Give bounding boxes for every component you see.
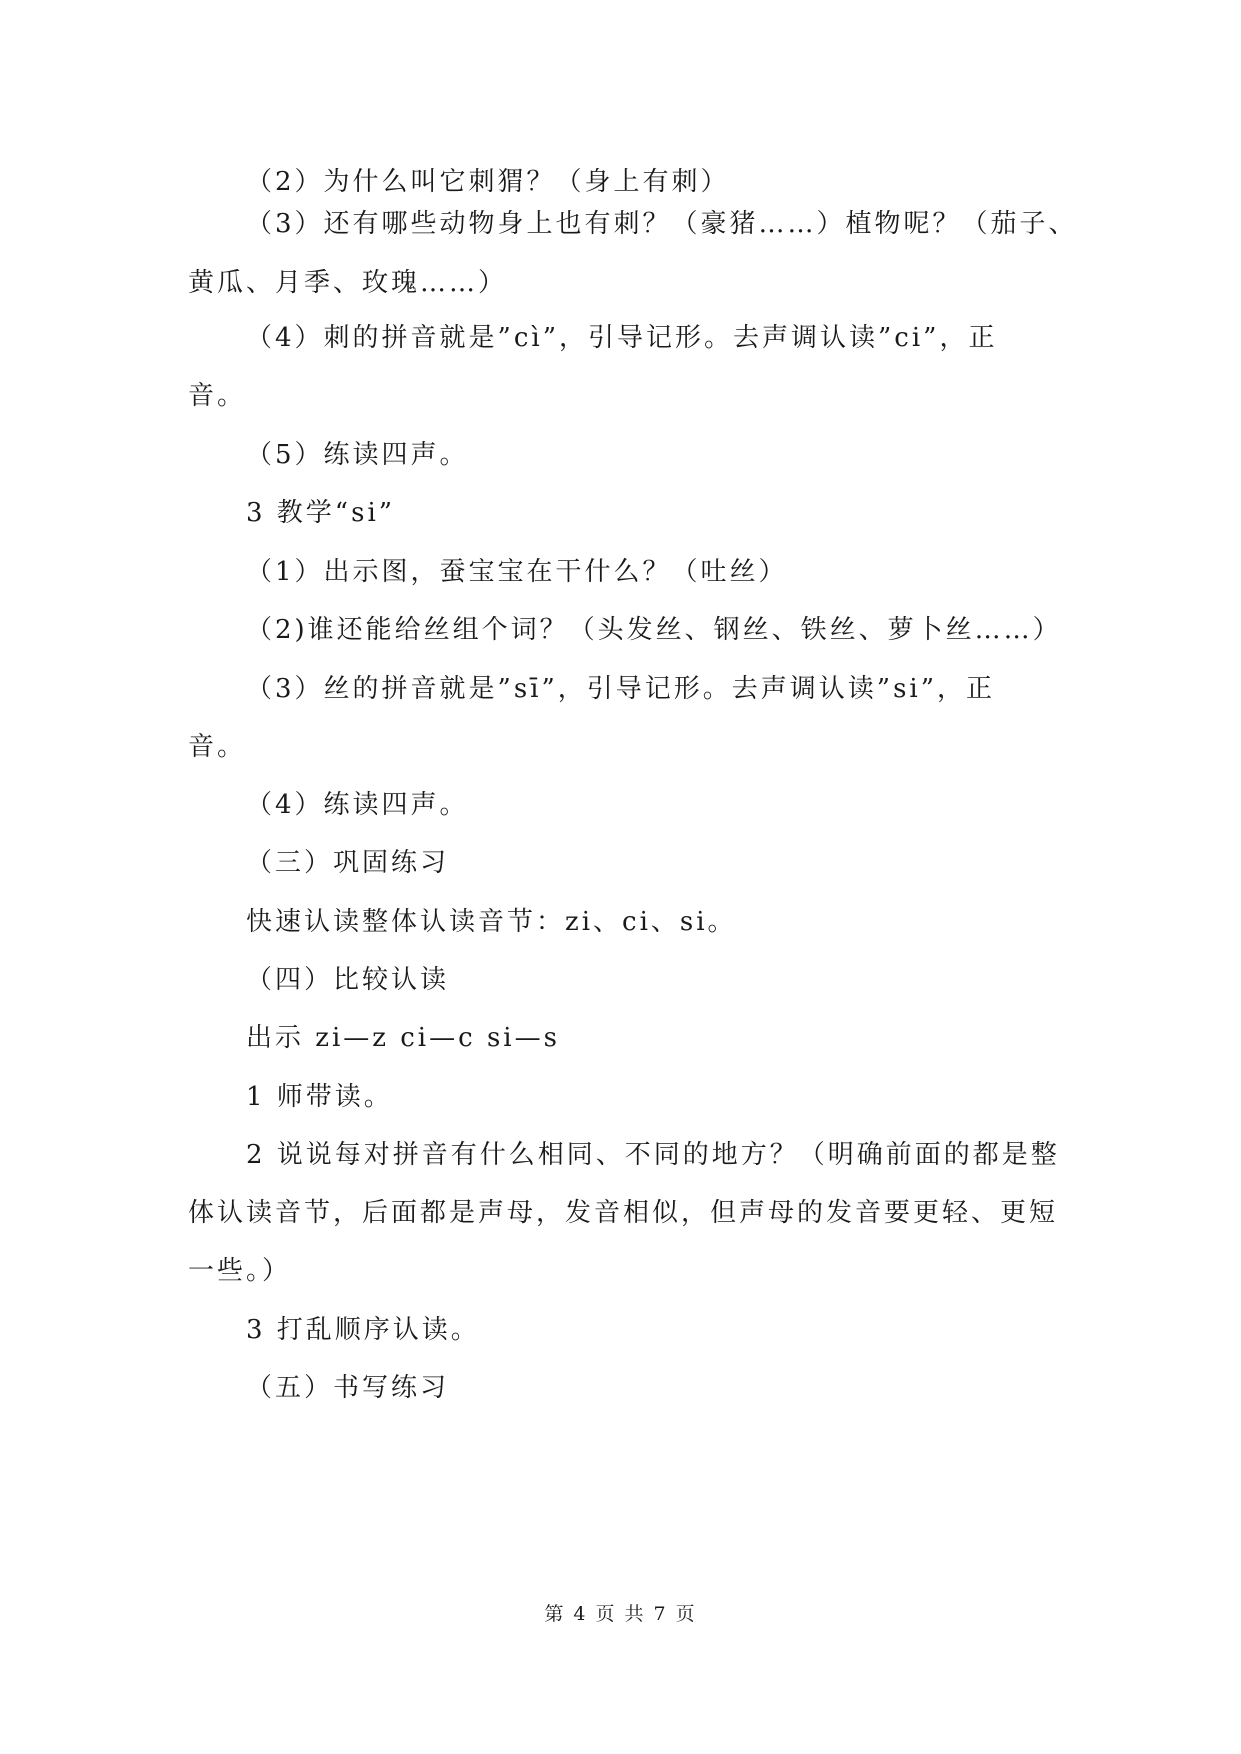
- section-heading: （四）比较认读: [246, 965, 450, 995]
- paragraph-line: 黄瓜、月季、玫瑰……）: [188, 268, 508, 298]
- paragraph-line: 音。: [188, 381, 247, 411]
- paragraph-line: 快速认读整体认读音节：zi、ci、si。: [246, 907, 737, 937]
- paragraph-line: （1）出示图，蚕宝宝在干什么？（吐丝）: [246, 557, 788, 587]
- paragraph-line: 音。: [188, 732, 247, 762]
- section-heading: （五）书写练习: [246, 1373, 450, 1403]
- section-heading: （三）巩固练习: [246, 848, 450, 878]
- page-number-footer: 第 4 页 共 7 页: [544, 1603, 697, 1625]
- paragraph-line: （4）练读四声。: [246, 790, 469, 820]
- paragraph-line: 一些。）: [188, 1256, 292, 1286]
- paragraph-line: （5）练读四声。: [246, 440, 469, 470]
- paragraph-line: 体认读音节，后面都是声母，发音相似，但声母的发音要更轻、更短: [188, 1198, 1059, 1228]
- paragraph-line: 2 说说每对拼音有什么相同、不同的地方？（明确前面的都是整: [246, 1140, 1060, 1170]
- paragraph-line: 出示 zi—z ci—c si—s: [246, 1023, 560, 1053]
- paragraph-line: 3 打乱顺序认读。: [246, 1315, 480, 1345]
- paragraph-line: 1 师带读。: [246, 1082, 393, 1112]
- paragraph-line: （3）丝的拼音就是”sī”，引导记形。去声调认读”si”，正: [246, 674, 996, 704]
- paragraph-line: （4）刺的拼音就是”cì”，引导记形。去声调认读”ci”，正: [246, 323, 998, 353]
- paragraph-line: （3）还有哪些动物身上也有刺？（豪猪……）植物呢？（茄子、: [246, 209, 1078, 239]
- paragraph-line: （2）为什么叫它刺猬？（身上有刺）: [246, 167, 730, 197]
- section-heading: 3 教学“si”: [246, 498, 396, 528]
- paragraph-line: （2)谁还能给丝组个词？（头发丝、钢丝、铁丝、萝卜丝……）: [246, 615, 1062, 645]
